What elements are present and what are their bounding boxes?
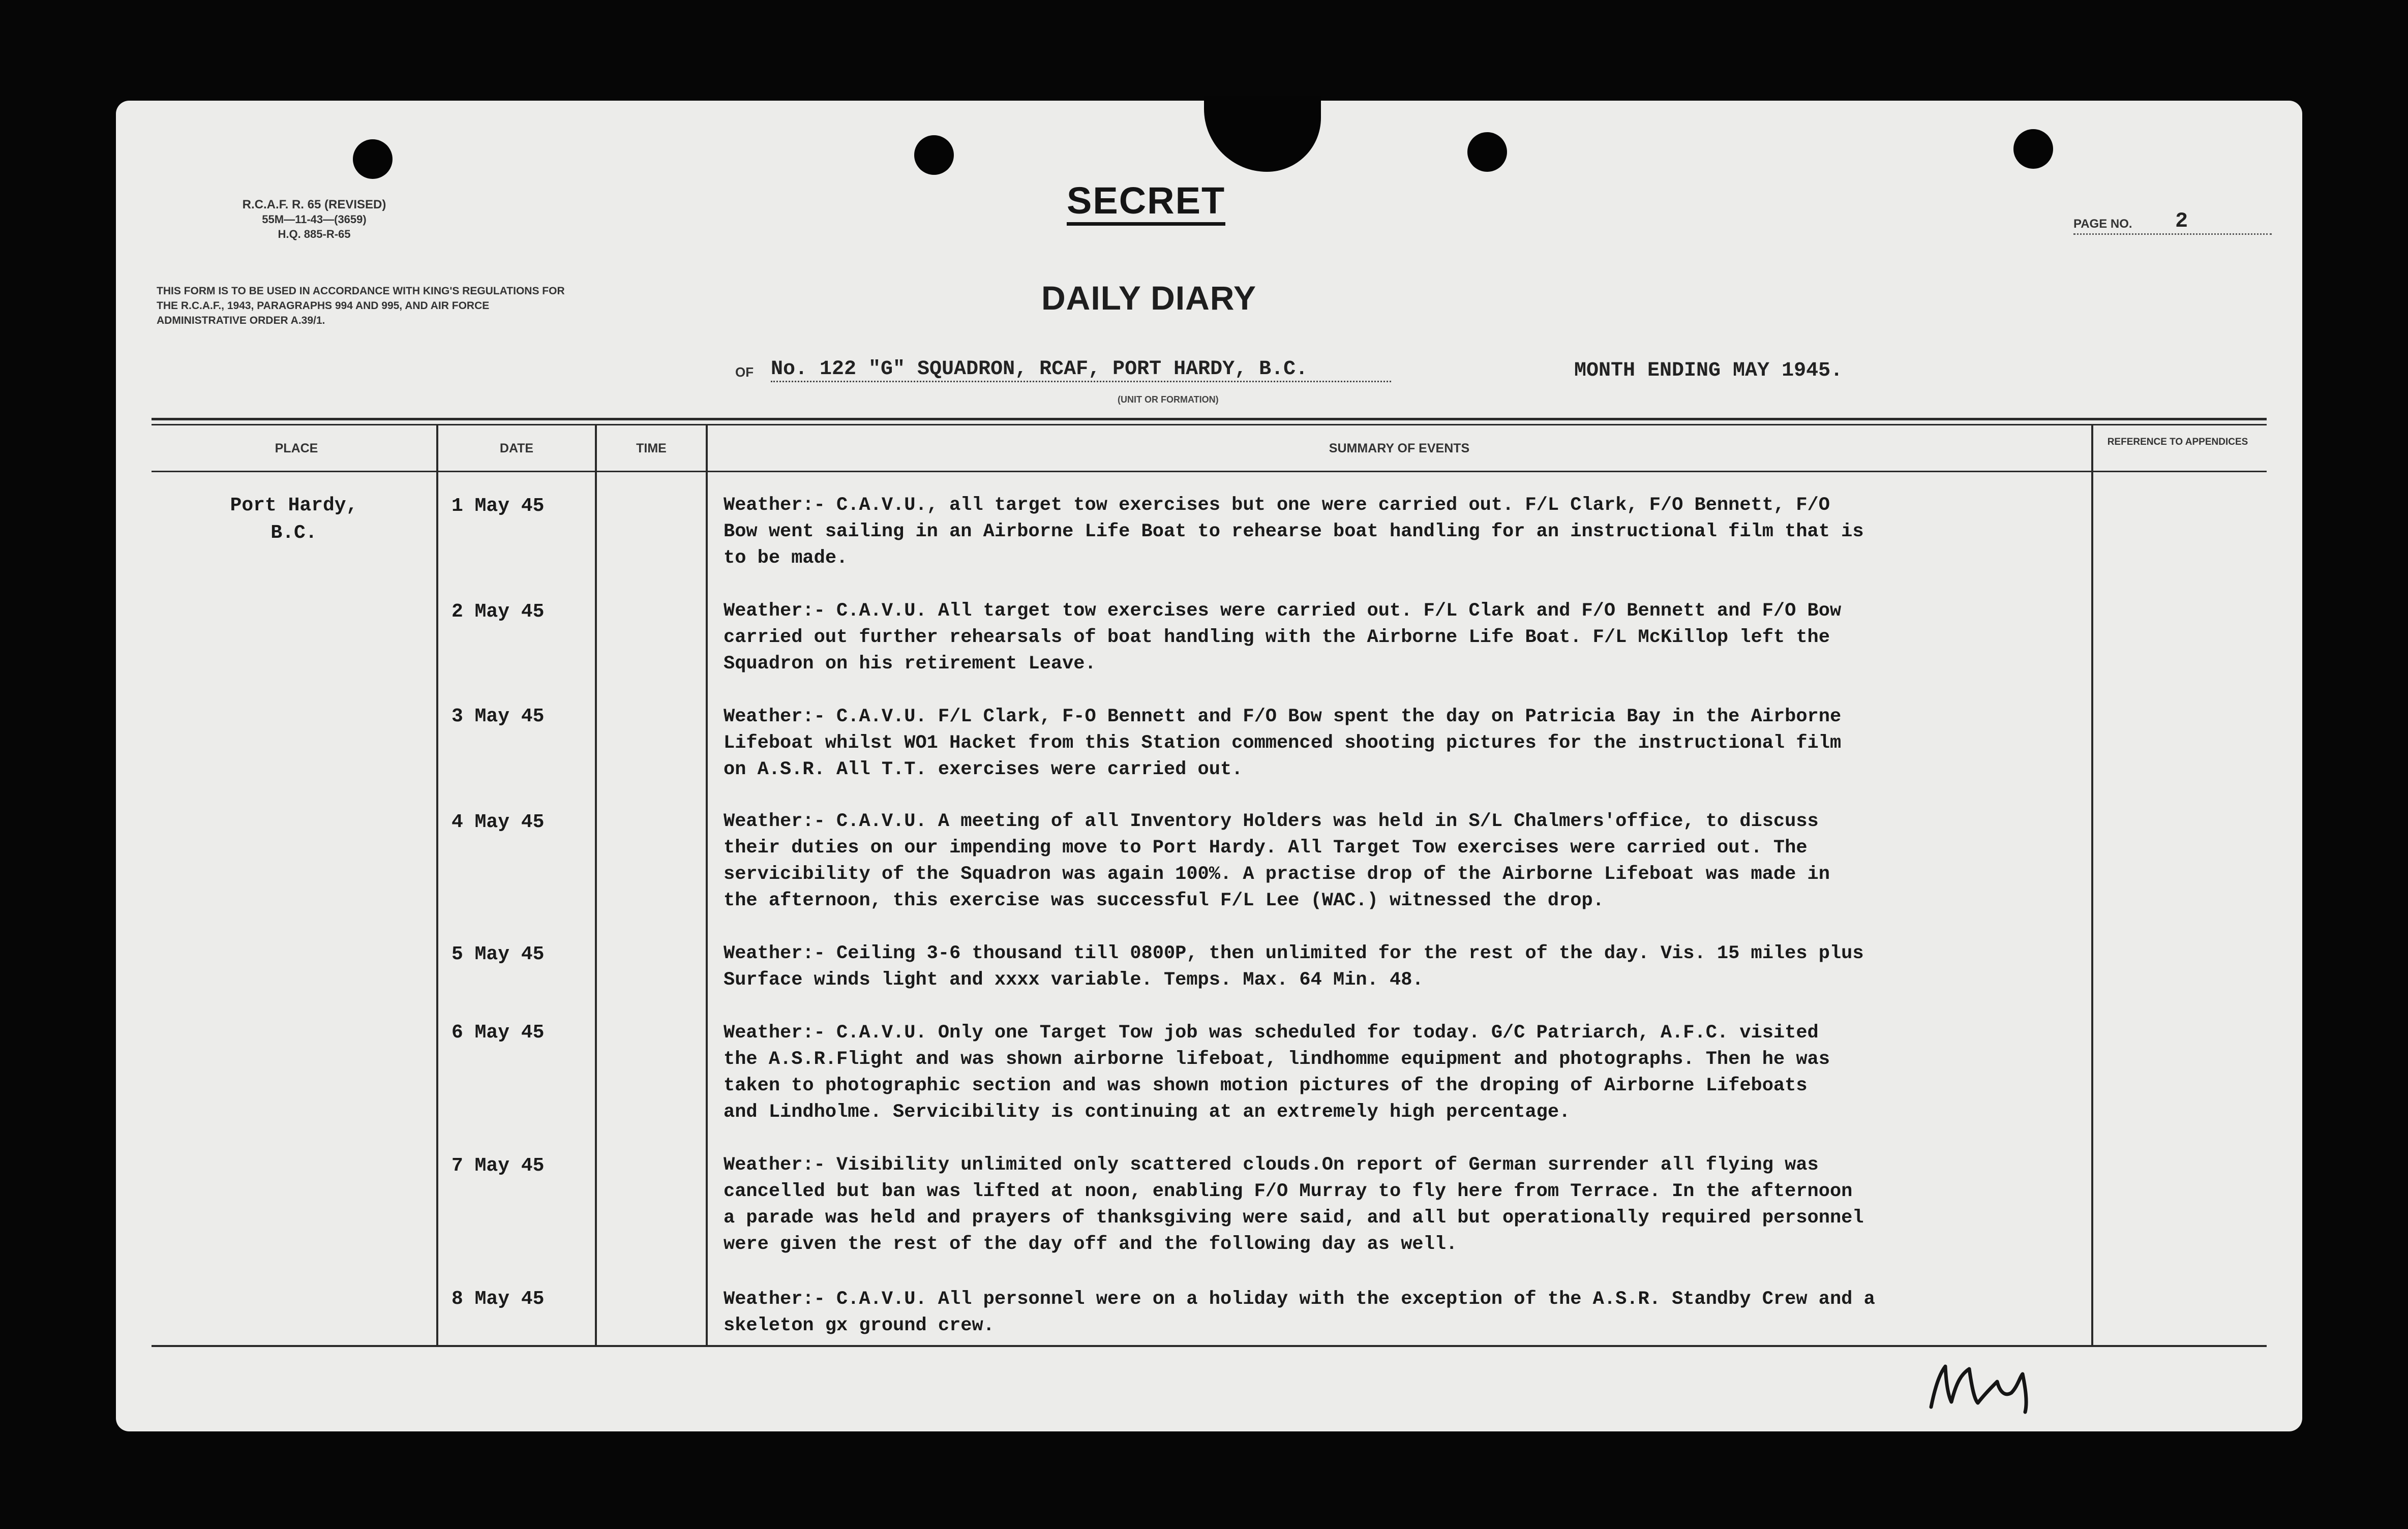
column-header-place: PLACE [275,441,318,455]
table-header-rule [152,471,2267,472]
summary-line: Lifeboat whilst WO1 Hacket from this Station commenced shooting pictures for the instructional film [724,732,1842,754]
column-header-date: DATE [499,441,534,455]
summary-line: to be made. [724,547,848,569]
column-divider [595,424,597,1345]
diary-sheet [116,101,2302,1431]
form-id-line: R.C.A.F. R. 65 (REVISED) [242,198,386,211]
summary-line: taken to photographic section and was shown motion pictures of the droping of Airborne Lifeboats [724,1075,1808,1096]
column-header-summary: SUMMARY OF EVENTS [1329,441,1470,455]
summary-line: Weather:- Visibility unlimited only scattered clouds.On report of German surrender all flying was [724,1154,1819,1176]
entry-summary [724,492,2045,571]
form-id-line: 55M—11-43—(3659) [262,213,367,226]
entry-date: 2 May 45 [452,601,545,623]
month-ending: MONTH ENDING MAY 1945. [1574,359,1843,382]
summary-line: Weather:- C.A.V.U. All target tow exercises were carried out. F/L Clark and F/O Bennett and F/O Bow [724,600,1842,622]
page-number-value: 2 [2175,209,2188,233]
summary-line: a parade was held and prayers of thanksgiving were said, and all but operationally required personnel [724,1207,1864,1229]
of-label: OF [735,364,754,380]
table-top-rule [152,418,2267,420]
summary-line: Surface winds light and xxxx variable. Temps. Max. 64 Min. 48. [724,969,1424,991]
summary-line: carried out further rehearsals of boat handling with the Airborne Life Boat. F/L McKillop left the [724,627,1830,648]
entry-date: 5 May 45 [452,943,545,965]
entry-summary [724,1152,2045,1258]
summary-line: on A.S.R. All T.T. exercises were carried out. [724,759,1243,780]
punch-hole [2013,129,2053,169]
place-line: B.C. [270,522,317,544]
summary-line: Weather:- C.A.V.U. F/L Clark, F-O Bennett and F/O Bow spent the day on Patricia Bay in the Airborne [724,706,1842,727]
page-title: DAILY DIARY [1041,279,1256,317]
summary-line: Weather:- C.A.V.U. All personnel were on a holiday with the exception of the A.S.R. Standby Crew and a [724,1289,1875,1310]
entry-date: 4 May 45 [452,811,545,833]
column-header-time: TIME [636,441,667,455]
summary-line: the A.S.R.Flight and was shown airborne lifeboat, lindhomme equipment and photographs. Then he was [724,1049,1830,1070]
column-header-reference: REFERENCE TO APPENDICES [2107,437,2248,447]
entry-summary [724,1020,2045,1125]
summary-line: were given the rest of the day off and the following day as well. [724,1234,1458,1255]
handwritten-initials [1921,1346,2073,1417]
table-top-rule [152,424,2267,425]
summary-line: Weather:- Ceiling 3-6 thousand till 0800P, then unlimited for the rest of the day. Vis. 15 miles plus [724,943,1864,964]
classification-stamp: SECRET [1067,179,1225,226]
summary-line: Squadron on his retirement Leave. [724,653,1096,675]
summary-line: servicibility of the Squadron was again 100%. A practise drop of the Airborne Lifeboat was made in [724,864,1830,885]
summary-line: skeleton gx ground crew. [724,1315,995,1336]
punch-hole [914,135,954,175]
form-instructions: THIS FORM IS TO BE USED IN ACCORDANCE WITH KING'S REGULATIONS FOR THE R.C.A.F., 1943, PARAGRAPHS 994 AND 995, AND AIR FORCE ADMINISTRATIVE ORDER A.39/1. [157,285,565,326]
summary-line: the afternoon, this exercise was successful F/L Lee (WAC.) witnessed the drop. [724,890,1604,911]
unit-name: No. 122 "G" SQUADRON, RCAF, PORT HARDY, B.C. [771,358,1391,382]
entry-summary [724,704,2045,783]
summary-line: their duties on our impending move to Port Hardy. All Target Tow exercises were carried out. The [724,837,1808,859]
page-number-field [2073,210,2272,235]
entry-summary [724,1286,2045,1339]
entry-date: 6 May 45 [452,1022,545,1044]
entry-date: 1 May 45 [452,495,545,517]
punch-hole [353,139,393,179]
form-id-line: H.Q. 885-R-65 [278,228,351,240]
entry-date: 3 May 45 [452,706,545,727]
entry-summary [724,598,2045,677]
summary-line: Weather:- C.A.V.U. Only one Target Tow job was scheduled for today. G/C Patriarch, A.F.C. visited [724,1022,1819,1044]
unit-caption: (UNIT OR FORMATION) [1118,394,1219,405]
column-divider [436,424,438,1345]
unit-line [735,355,1864,385]
summary-line: cancelled but ban was lifted at noon, enabling F/O Murray to fly here from Terrace. In the afternoon [724,1181,1853,1202]
punch-hole [1467,132,1507,172]
column-divider [2091,424,2093,1345]
form-identifier [172,197,457,241]
place-line: Port Hardy, [230,495,358,516]
entry-date: 8 May 45 [452,1288,545,1310]
summary-line: Weather:- C.A.V.U., all target tow exercises but one were carried out. F/L Clark, F/O Bennett, F/O [724,495,1830,516]
entry-date: 7 May 45 [452,1155,545,1177]
summary-line: Weather:- C.A.V.U. A meeting of all Inventory Holders was held in S/L Chalmers'office, to discuss [724,811,1819,832]
place-cell [162,492,426,547]
page-number-label: PAGE NO. [2073,217,2132,231]
torn-notch [1204,96,1321,172]
summary-line: Bow went sailing in an Airborne Life Boat to rehearse boat handling for an instructional film that is [724,521,1864,542]
summary-line: and Lindholme. Servicibility is continuing at an extremely high percentage. [724,1102,1571,1123]
entry-summary [724,808,2045,914]
entry-summary [724,940,2045,993]
column-divider [706,424,708,1345]
